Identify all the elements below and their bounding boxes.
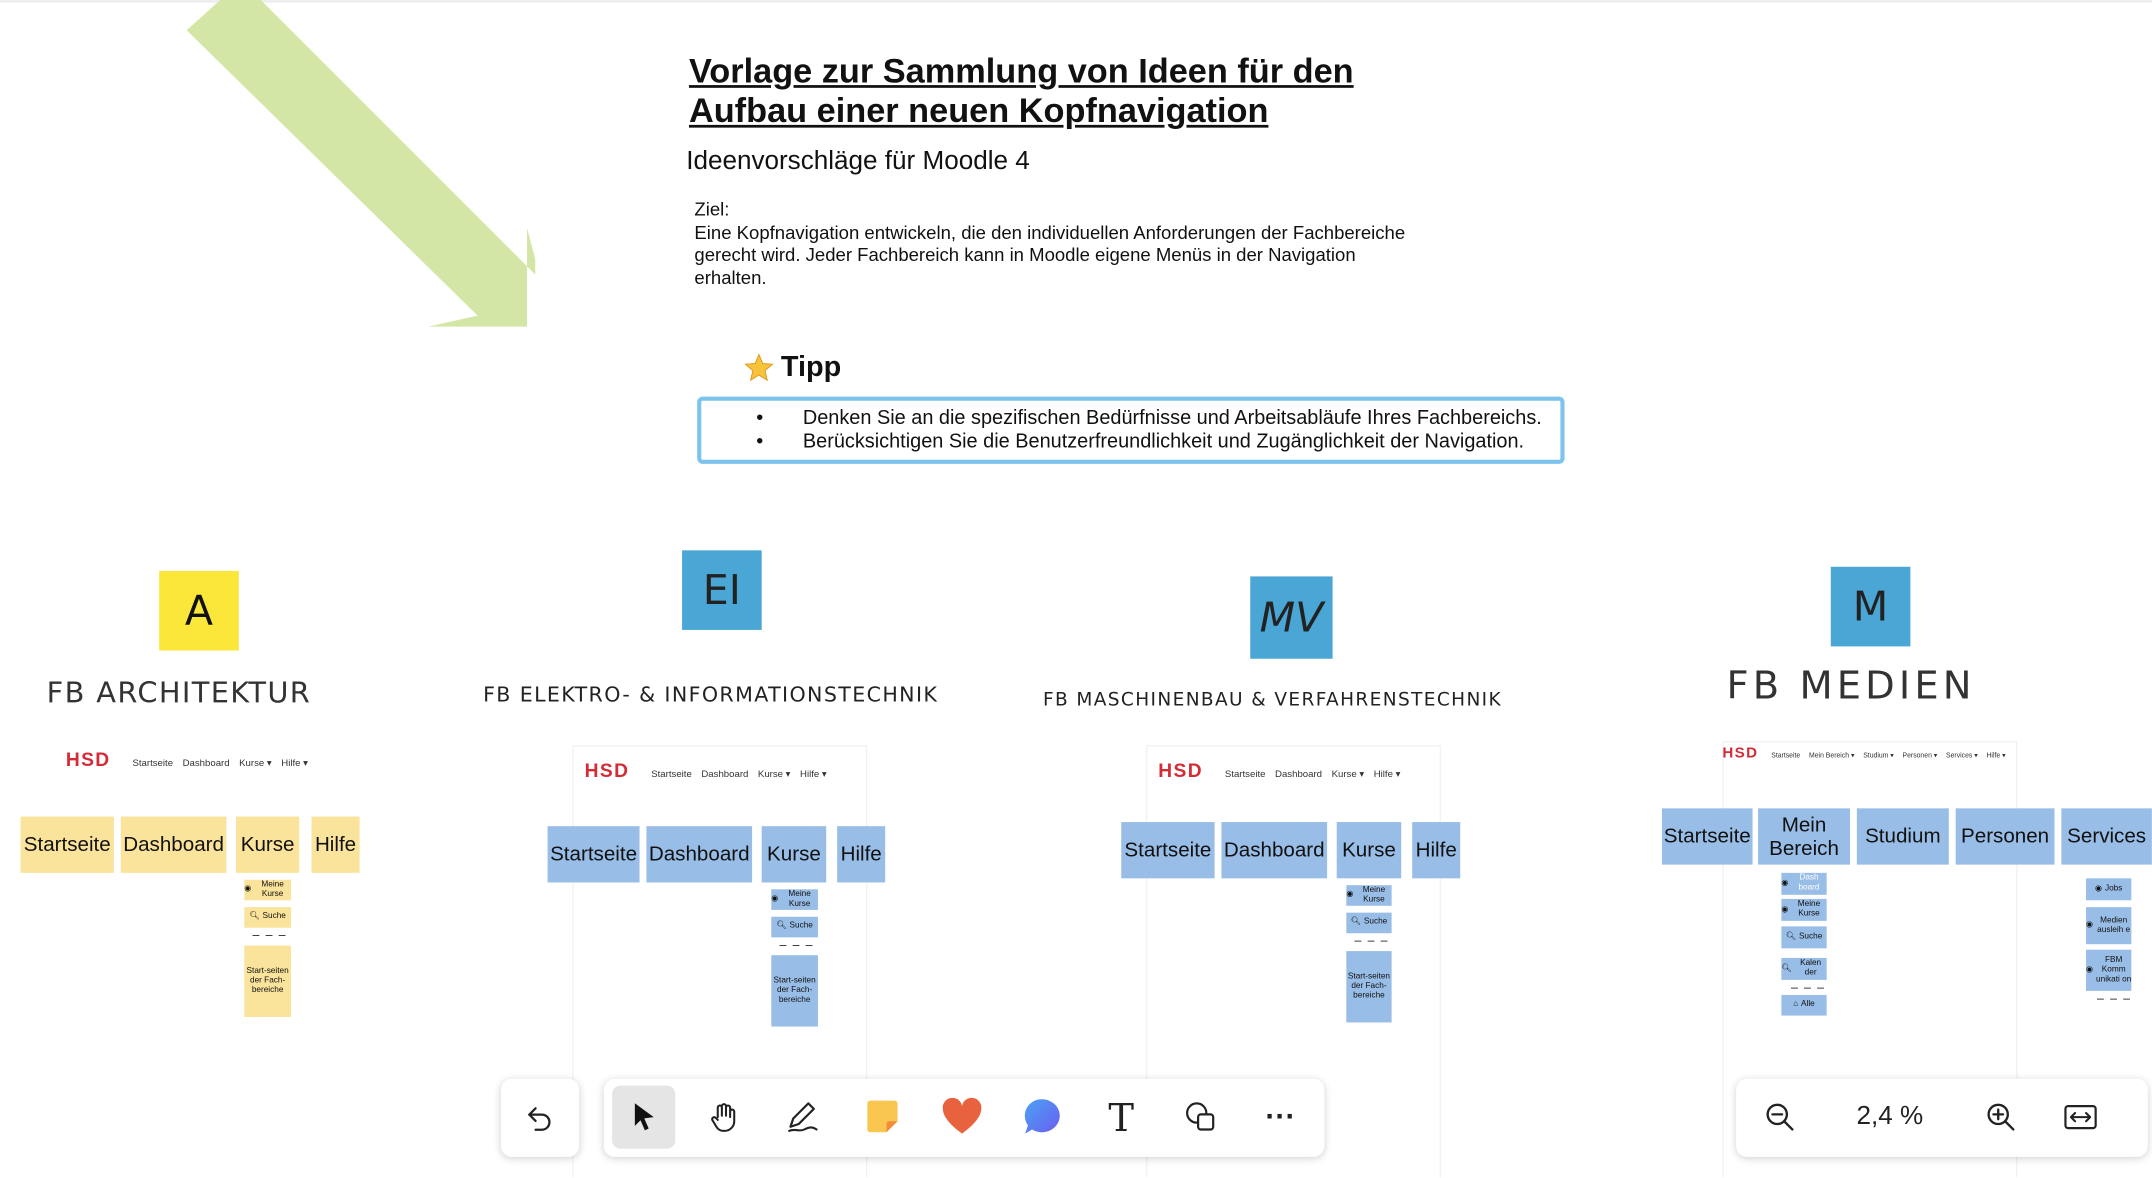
faculty-logo-architektur[interactable]: A — [159, 571, 239, 651]
sticky-note-startseiten[interactable]: Start-seiten der Fach-bereiche — [1346, 951, 1391, 1022]
sub-label: Alle — [1800, 1000, 1815, 1009]
hsd-logo: HSD — [1158, 758, 1203, 781]
mini-nav-item: Kurse ▾ — [239, 758, 272, 769]
fit-to-screen-button[interactable] — [2049, 1086, 2112, 1149]
shapes-tool-button[interactable] — [1169, 1086, 1232, 1149]
sticky-note-dashboard[interactable]: Dashboard — [121, 817, 227, 873]
tip-heading[interactable] — [744, 351, 841, 384]
sticky-note-services[interactable]: Services — [2061, 808, 2152, 864]
sticky-note-tool-button[interactable] — [851, 1086, 914, 1149]
mini-nav-item: Kurse ▾ — [1331, 769, 1365, 780]
mini-nav-item: Dashboard — [182, 758, 230, 769]
sticky-note-fbm-kommunikation[interactable] — [2086, 950, 2131, 991]
mini-nav-item: Services ▾ — [1946, 752, 1978, 761]
sub-label: Medien ausleih e — [2097, 916, 2131, 934]
sticky-note-meine-kurse[interactable] — [1346, 885, 1391, 906]
more-tools-button[interactable] — [1249, 1086, 1312, 1149]
tip-item — [701, 431, 1560, 454]
goal-text-block[interactable] — [694, 199, 1408, 290]
communication-icon: ◉ — [2086, 965, 2094, 974]
tip-text: Denken Sie an die spezifischen Bedürfnisse und Arbeitsabläufe Ihres Fachbereichs. — [802, 407, 1542, 430]
comment-tool-button[interactable] — [1010, 1086, 1073, 1149]
hsd-logo: HSD — [584, 758, 630, 781]
zoom-toolbar — [1736, 1079, 2148, 1157]
sub-label: Dash board — [1798, 874, 1820, 893]
shapes-icon — [1183, 1099, 1219, 1135]
faculty-name-elektro[interactable]: FB ELEKTRO- & INFORMATIONSTECHNIK — [483, 682, 939, 707]
mini-nav-item: Startseite — [1771, 752, 1801, 761]
more-icon: ··· — [1265, 1099, 1296, 1134]
sub-label: FBM Komm unikati on — [2096, 955, 2132, 984]
pen-tool-button[interactable] — [771, 1086, 834, 1149]
mini-nav-item: Mein Bereich ▾ — [1809, 752, 1855, 761]
sticky-note-startseite[interactable]: Startseite — [1662, 808, 1753, 864]
sticky-note-suche[interactable] — [1346, 913, 1391, 934]
divider-dashes: – – – — [252, 927, 287, 942]
sticky-note-kurse[interactable]: Kurse — [762, 826, 827, 882]
dashboard-icon: ◉ — [1346, 890, 1354, 899]
mini-nav-item: Startseite — [651, 769, 692, 780]
tip-item — [701, 408, 1560, 431]
pen-icon — [785, 1099, 821, 1135]
dashboard-icon: ◉ — [1781, 879, 1789, 888]
sticky-note-studium[interactable]: Studium — [1857, 808, 1949, 864]
mini-navbar-maschinenbau[interactable] — [1158, 759, 1407, 781]
undo-toolbar — [501, 1079, 579, 1157]
hand-pan-icon — [707, 1101, 740, 1134]
sticky-note-hilfe[interactable]: Hilfe — [312, 817, 360, 873]
search-icon: 🔍︎ — [1350, 918, 1362, 927]
sticky-note-dashboard[interactable]: Dashboard — [1221, 822, 1327, 878]
search-icon: 🔍︎ — [1781, 964, 1792, 973]
zoom-out-icon — [1764, 1101, 1797, 1134]
sticky-note-suche[interactable] — [771, 917, 818, 938]
jobs-icon: ◉ — [2095, 884, 2103, 893]
hsd-logo: HSD — [65, 747, 111, 770]
text-icon: T — [1108, 1094, 1135, 1140]
search-icon: 🔍︎ — [249, 912, 260, 921]
sub-label: Kalen der — [1800, 959, 1822, 978]
search-icon: 🔍︎ — [1785, 932, 1797, 941]
sticky-note-kurse[interactable]: Kurse — [236, 817, 299, 873]
mini-navbar-medien[interactable] — [1722, 745, 2012, 761]
mini-nav-item: Dashboard — [1275, 769, 1323, 780]
tip-heading-text: Tipp — [780, 351, 842, 383]
mini-nav-item: Hilfe ▾ — [1986, 752, 2006, 761]
tip-box[interactable] — [697, 397, 1564, 464]
faculty-name-medien[interactable]: FB MEDIEN — [1726, 662, 1976, 709]
sticky-note-meine-kurse[interactable] — [244, 880, 291, 901]
mini-nav-item: Personen ▾ — [1902, 752, 1938, 761]
mini-nav-item: Kurse ▾ — [757, 769, 791, 780]
mini-nav-item: Hilfe ▾ — [1373, 769, 1401, 780]
board-title[interactable] — [689, 52, 1354, 132]
divider-dashes: – – – — [1354, 933, 1389, 947]
home-icon: ⌂ — [1793, 1000, 1799, 1009]
sticky-note-dashboard[interactable]: Dashboard — [646, 826, 752, 882]
faculty-name-architektur[interactable]: FB ARCHITEKTUR — [46, 676, 312, 710]
sub-label: Jobs — [2104, 884, 2123, 893]
dashboard-icon: ◉ — [244, 885, 252, 894]
sticky-note-meine-kurse[interactable] — [771, 889, 818, 910]
sticky-note-hilfe[interactable]: Hilfe — [1412, 822, 1460, 878]
courses-icon: ◉ — [1781, 905, 1789, 914]
sub-label: Meine Kurse — [788, 890, 811, 908]
faculty-name-maschinenbau[interactable]: FB MASCHINENBAU & VERFAHRENSTECHNIK — [1043, 688, 1503, 711]
sticky-note-mein-bereich[interactable]: Mein Bereich — [1758, 808, 1850, 864]
search-icon: 🔍︎ — [776, 922, 787, 931]
mini-nav-item: Hilfe ▾ — [800, 769, 827, 780]
sticky-note-meine-kurse[interactable] — [1781, 899, 1826, 921]
goal-description: Eine Kopfnavigation entwickeln, die den individuellen Anforderungen der Fachbereiche gerecht wird. Jeder Fachbereich kann in Moodle eigene Menüs in der Navigation erhalten. — [694, 221, 1406, 288]
sub-label: Meine Kurse — [1362, 885, 1386, 904]
sticky-note-kalender[interactable] — [1781, 958, 1826, 980]
sticky-note-jobs[interactable] — [2086, 878, 2131, 900]
undo-icon — [524, 1102, 554, 1132]
star-icon — [744, 353, 774, 383]
divider-dashes: – – – — [2097, 990, 2132, 1005]
sticky-note-icon — [863, 1098, 901, 1136]
select-tool-button[interactable] — [612, 1086, 675, 1149]
hand-tool-button[interactable] — [692, 1086, 755, 1149]
board-title-line1: Vorlage zur Sammlung von Ideen für den — [688, 52, 1354, 91]
mini-nav-item: Hilfe ▾ — [281, 758, 308, 769]
mini-navbar-elektro[interactable] — [585, 759, 834, 781]
sticky-note-startseite[interactable]: Startseite — [1121, 822, 1214, 878]
sub-label: Suche — [789, 922, 813, 931]
sub-label: Suche — [262, 912, 286, 921]
comment-bubble-icon — [1021, 1097, 1062, 1138]
bullet: • — [756, 430, 764, 453]
mini-nav-item: Studium ▾ — [1863, 752, 1894, 761]
mini-navbar-architektur[interactable] — [66, 748, 315, 770]
sticky-note-startseite[interactable]: Startseite — [21, 817, 114, 873]
sticky-note-medien-ausleihe[interactable] — [2086, 907, 2131, 944]
tip-text: Berücksichtigen Sie die Benutzerfreundlichkeit und Zugänglichkeit der Navigation. — [802, 430, 1525, 453]
mini-nav-item: Dashboard — [701, 769, 749, 780]
sticky-note-suche[interactable] — [1781, 926, 1826, 948]
divider-dashes: – – – — [1790, 979, 1826, 994]
select-pointer-icon — [629, 1101, 659, 1134]
board-subtitle[interactable]: Ideenvorschläge für Moodle 4 — [686, 146, 1030, 176]
media-icon: ◉ — [2086, 920, 2094, 930]
undo-button[interactable] — [508, 1086, 571, 1149]
green-arrow-shape[interactable] — [178, 0, 535, 336]
text-tool-button[interactable] — [1090, 1086, 1153, 1149]
dashboard-icon: ◉ — [771, 894, 779, 904]
faculty-logo-elektro[interactable]: EI — [682, 550, 762, 630]
sticky-note-startseiten[interactable]: Start-seiten der Fach-bereiche — [244, 946, 291, 1017]
sticky-note-personen[interactable]: Personen — [1956, 808, 2055, 864]
zoom-level[interactable]: 2,4 % — [1856, 1102, 1924, 1131]
zoom-in-button[interactable] — [1969, 1086, 2032, 1149]
main-toolbar — [604, 1079, 1325, 1157]
hsd-logo: HSD — [1722, 745, 1759, 762]
fit-to-screen-icon — [2063, 1102, 2099, 1132]
goal-label: Ziel: — [694, 198, 730, 220]
faculty-logo-medien[interactable]: M — [1831, 567, 1911, 647]
sub-label: Suche — [1798, 932, 1823, 941]
board-title-line2: Aufbau einer neuen Kopfnavigation — [688, 91, 1269, 131]
mini-nav-item: Startseite — [132, 758, 174, 769]
sticky-note-suche[interactable] — [244, 907, 291, 928]
sticky-note-startseite[interactable]: Startseite — [548, 826, 640, 882]
sticky-note-alle[interactable] — [1781, 995, 1826, 1016]
sticky-note-dashboard[interactable] — [1781, 873, 1826, 895]
zoom-in-icon — [1984, 1101, 2017, 1134]
heart-reaction-icon — [941, 1098, 982, 1136]
mini-nav-item: Startseite — [1224, 769, 1266, 780]
sub-label: Suche — [1363, 918, 1388, 927]
sticky-note-kurse[interactable]: Kurse — [1337, 822, 1402, 878]
bullet: • — [756, 407, 764, 430]
divider-dashes: – – – — [779, 937, 814, 952]
sticky-note-startseiten[interactable]: Start-seiten der Fach-bereiche — [771, 955, 818, 1026]
sub-label: Meine Kurse — [1797, 900, 1821, 919]
reaction-tool-button[interactable] — [930, 1086, 993, 1149]
zoom-out-button[interactable] — [1748, 1086, 1811, 1149]
sub-label: Meine Kurse — [261, 880, 284, 899]
sticky-note-hilfe[interactable]: Hilfe — [837, 826, 885, 882]
faculty-logo-maschinenbau[interactable]: MV — [1250, 576, 1332, 658]
